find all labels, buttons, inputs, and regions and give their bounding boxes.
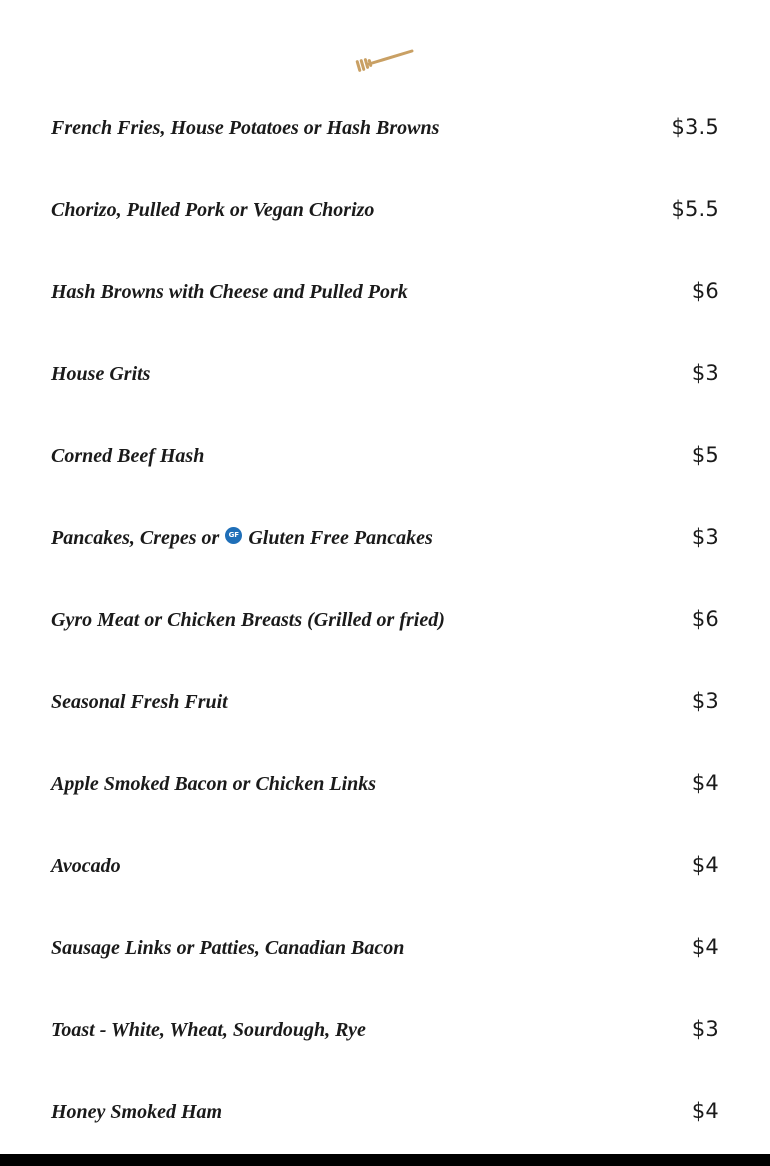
item-price: $4: [691, 935, 719, 959]
item-price: $3: [691, 1017, 719, 1041]
item-name-part: Gluten Free Pancakes: [248, 527, 433, 549]
menu-item: [0, 742, 770, 824]
menu-item: [0, 578, 770, 660]
item-name: Corned Beef Hash: [51, 445, 205, 467]
item-name: Chorizo, Pulled Pork or Vegan Chorizo: [51, 199, 375, 221]
item-price: $3: [691, 361, 719, 385]
item-name: French Fries, House Potatoes or Hash Browns: [51, 117, 440, 139]
item-price: $4: [691, 1099, 719, 1123]
menu-item: [0, 906, 770, 988]
item-price: $3: [691, 689, 719, 713]
item-price: $4: [691, 853, 719, 877]
item-name: Sausage Links or Patties, Canadian Bacon: [51, 937, 405, 959]
item-name: House Grits: [51, 363, 151, 385]
item-name: Honey Smoked Ham: [51, 1101, 223, 1123]
item-name: Toast - White, Wheat, Sourdough, Rye: [51, 1019, 366, 1041]
menu-item: [0, 1070, 770, 1152]
item-name: Apple Smoked Bacon or Chicken Links: [51, 773, 377, 795]
item-name-part: Pancakes, Crepes or: [51, 527, 220, 549]
menu-list: [0, 86, 770, 1152]
gluten-free-icon: GF: [225, 527, 242, 544]
item-price: $5: [691, 443, 719, 467]
item-price: $3.5: [671, 115, 719, 139]
menu-item: [0, 414, 770, 496]
item-name: Seasonal Fresh Fruit: [51, 691, 228, 713]
menu-item: [0, 250, 770, 332]
item-name: Gyro Meat or Chicken Breasts (Grilled or fried): [51, 609, 445, 631]
item-name: Avocado: [51, 855, 121, 877]
menu-item: [0, 168, 770, 250]
menu-item: [0, 824, 770, 906]
menu-item: [0, 660, 770, 742]
menu-item: [0, 988, 770, 1070]
menu-item: [0, 332, 770, 414]
item-price: $6: [691, 279, 719, 303]
item-price: $5.5: [671, 197, 719, 221]
menu-item: [0, 86, 770, 168]
item-name: Hash Browns with Cheese and Pulled Pork: [51, 281, 408, 303]
item-price: $3: [691, 525, 719, 549]
footer-bar: [0, 1154, 770, 1166]
item-name: [51, 524, 433, 552]
item-price: $4: [691, 771, 719, 795]
honey-dipper-icon: [355, 45, 417, 75]
menu-item: [0, 496, 770, 578]
item-price: $6: [691, 607, 719, 631]
